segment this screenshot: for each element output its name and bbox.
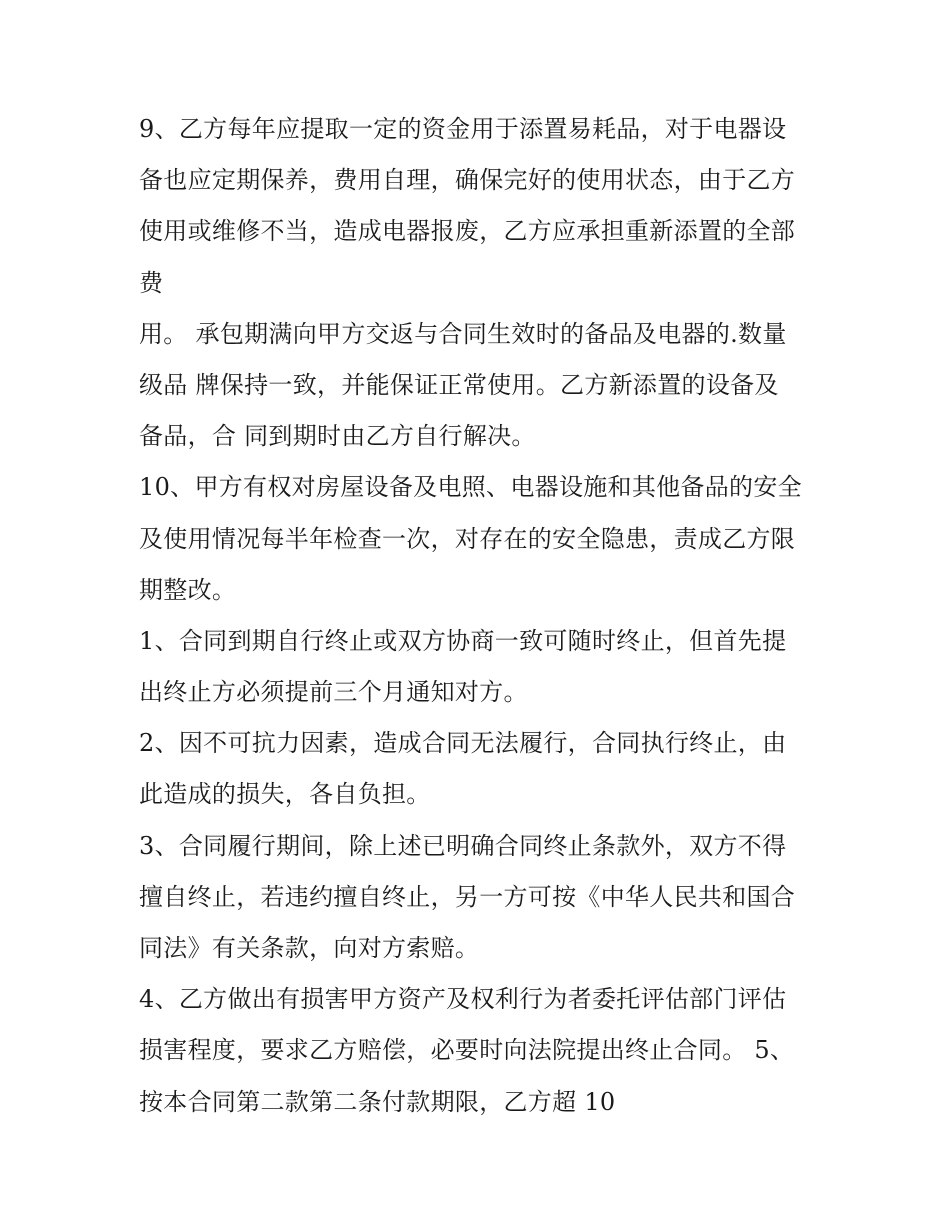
text-line: 按本合同第二款第二条付款期限，乙方超 10 (139, 1087, 616, 1116)
text-line: 用。 承包期满向甲方交返与合同生效时的备品及电器的.数量 (139, 319, 787, 348)
text-line: 备也应定期保养，费用自理，确保完好的使用状态，由于乙方 (139, 166, 796, 195)
text-line: 出终止方必须提前三个月通知对方。 (139, 678, 528, 707)
text-line: 9、乙方每年应提取一定的资金用于添置易耗品，对于电器设 (139, 115, 787, 143)
contract-text (139, 104, 829, 1128)
text-line: 1、合同到期自行终止或双方协商一致可随时终止，但首先提 (139, 626, 787, 655)
text-line: 2、因不可抗力因素，造成合同无法履行，合同执行终止，由 (139, 729, 787, 758)
text-line: 级品 牌保持一致，并能保证正常使用。乙方新添置的设备及 (139, 370, 779, 399)
text-line: 10、甲方有权对房屋设备及电照、电器设施和其他备品的安全 (139, 473, 802, 502)
text-line: 擅自终止，若违约擅自终止，另一方可按《中华人民共和国合 (139, 882, 796, 911)
text-line: 此造成的损失，各自负担。 (139, 780, 431, 809)
text-line: 及使用情况每半年检查一次，对存在的安全隐患，责成乙方限 (139, 524, 796, 553)
text-line: 同法》有关条款，向对方索赔。 (139, 934, 480, 962)
text-line: 3、合同履行期间，除上述已明确合同终止条款外，双方不得 (139, 831, 787, 860)
text-line: 费 (139, 268, 164, 297)
text-line: 4、乙方做出有损害甲方资产及权利行为者委托评估部门评估 (139, 985, 787, 1014)
text-line: 损害程度，要求乙方赔偿，必要时向法院提出终止合同。 5、 (139, 1036, 795, 1065)
text-line: 备品，合 同到期时由乙方自行解决。 (139, 422, 536, 451)
text-line: 使用或维修不当，造成电器报废，乙方应承担重新添置的全部 (139, 217, 796, 246)
text-line: 期整改。 (139, 575, 237, 604)
